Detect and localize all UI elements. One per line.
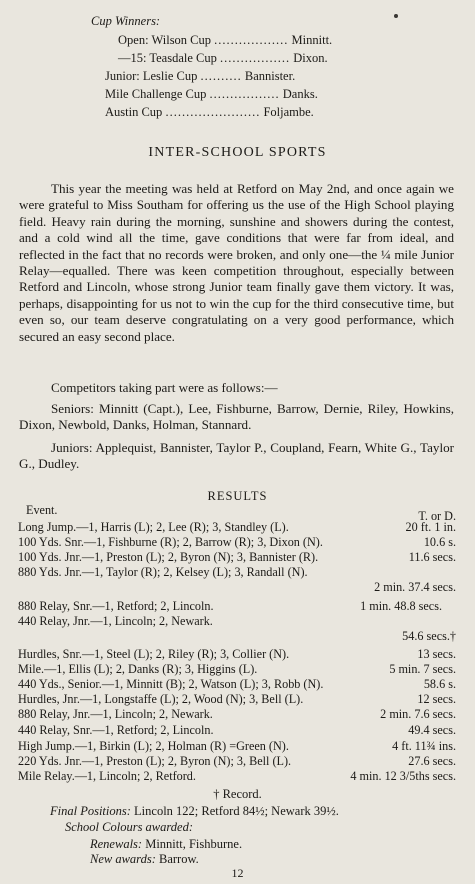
- seniors-list: Seniors: Minnitt (Capt.), Lee, Fishburne, Barrow, Dernie, Riley, Howkins, Dixon, Newbold, Danks, Holman, Stannard.: [19, 401, 454, 433]
- report-paragraph: This year the meeting was held at Retford on May 2nd, and once again we were grateful to Miss Southam for offering us the use of the High School playing field. Heavy rain during the morning, sunshine and showers during the contest, and a cold wind all the time, gave conditions that were far from ideal, and reflected in the fact that no records were broken, and only one—the ¼ mile Junior Relay—equalled. There was keen competition throughout, especially between Retford and Lincoln, whose strong Junior team finally gave them victory. It was, perhaps, disappointing for us not to win the cup for the third consecutive time, but even so, our team deserve congratulating on a very good performance, which secured an easy second place.: [19, 181, 454, 344]
- competitors-intro: Competitors taking part were as follows:—: [51, 380, 278, 395]
- page-number: 12: [231, 866, 244, 880]
- cup-row: —15: Teasdale Cup ................. Dixon.: [118, 51, 328, 65]
- record-footnote: † Record.: [213, 787, 262, 801]
- cup-row: Junior: Leslie Cup .......... Bannister.: [105, 69, 296, 83]
- cup-winners-heading: Cup Winners:: [91, 14, 161, 28]
- result-row: 440 Yds., Senior.—1, Minnitt (B); 2, Watson (L); 3, Robb (N). 58.6 s.: [18, 677, 456, 691]
- result-row: 100 Yds. Snr.—1, Fishburne (R); 2, Barrow (R); 3, Dixon (N). 10.6 s.: [18, 535, 456, 549]
- result-row: Long Jump.—1, Harris (L); 2, Lee (R); 3, Standley (L). 20 ft. 1 in.: [18, 520, 456, 534]
- result-row: 54.6 secs.†: [402, 629, 456, 643]
- result-row: Mile Relay.—1, Lincoln; 2, Retford. 4 min. 12 3/5ths secs.: [18, 769, 456, 783]
- result-row: 100 Yds. Jnr.—1, Preston (L); 2, Byron (N); 3, Bannister (R). 11.6 secs.: [18, 550, 456, 564]
- ink-speck: [394, 14, 398, 18]
- result-row: 2 min. 37.4 secs.: [374, 580, 456, 594]
- result-row: 880 Yds. Jnr.—1, Taylor (R); 2, Kelsey (L); 3, Randall (N).: [18, 565, 308, 579]
- cup-row: Austin Cup ....................... Foljambe.: [105, 105, 314, 119]
- result-row: 220 Yds. Jnr.—1, Preston (L); 2, Byron (N); 3, Bell (L). 27.6 secs.: [18, 754, 456, 768]
- results-title: RESULTS: [207, 489, 268, 503]
- result-row: 440 Relay, Snr.—1, Retford; 2, Lincoln. 49.4 secs.: [18, 723, 456, 737]
- result-row: 880 Relay, Jnr.—1, Lincoln; 2, Newark. 2 min. 7.6 secs.: [18, 707, 456, 721]
- result-row: Mile.—1, Ellis (L); 2, Danks (R); 3, Higgins (L). 5 min. 7 secs.: [18, 662, 456, 676]
- cup-row: Open: Wilson Cup .................. Minnitt.: [118, 33, 333, 47]
- result-row: 440 Relay, Jnr.—1, Lincoln; 2, Newark.: [18, 614, 213, 628]
- final-positions: Final Positions: Lincoln 122; Retford 84½; Newark 39½.: [50, 804, 339, 818]
- section-title: INTER-SCHOOL SPORTS: [148, 145, 327, 160]
- results-header: Event. T. or D.: [26, 503, 456, 523]
- colours-renewals: Renewals: Minnitt, Fishburne.: [90, 837, 243, 851]
- result-row: High Jump.—1, Birkin (L); 2, Holman (R) =Green (N). 4 ft. 11¾ ins.: [18, 739, 456, 753]
- juniors-list: Juniors: Applequist, Bannister, Taylor P., Coupland, Fearn, White G., Taylor G., Dudley.: [19, 440, 454, 472]
- colours-heading: School Colours awarded:: [65, 820, 194, 834]
- result-row: 880 Relay, Snr.—1, Retford; 2, Lincoln. 1 min. 48.8 secs.: [18, 599, 442, 613]
- cup-row: Mile Challenge Cup ................. Danks.: [105, 87, 318, 101]
- result-row: Hurdles, Jnr.—1, Longstaffe (L); 2, Wood (N); 3, Bell (L). 12 secs.: [18, 692, 456, 706]
- colours-new-awards: New awards: Barrow.: [90, 852, 199, 866]
- result-row: Hurdles, Snr.—1, Steel (L); 2, Riley (R); 3, Collier (N). 13 secs.: [18, 647, 456, 661]
